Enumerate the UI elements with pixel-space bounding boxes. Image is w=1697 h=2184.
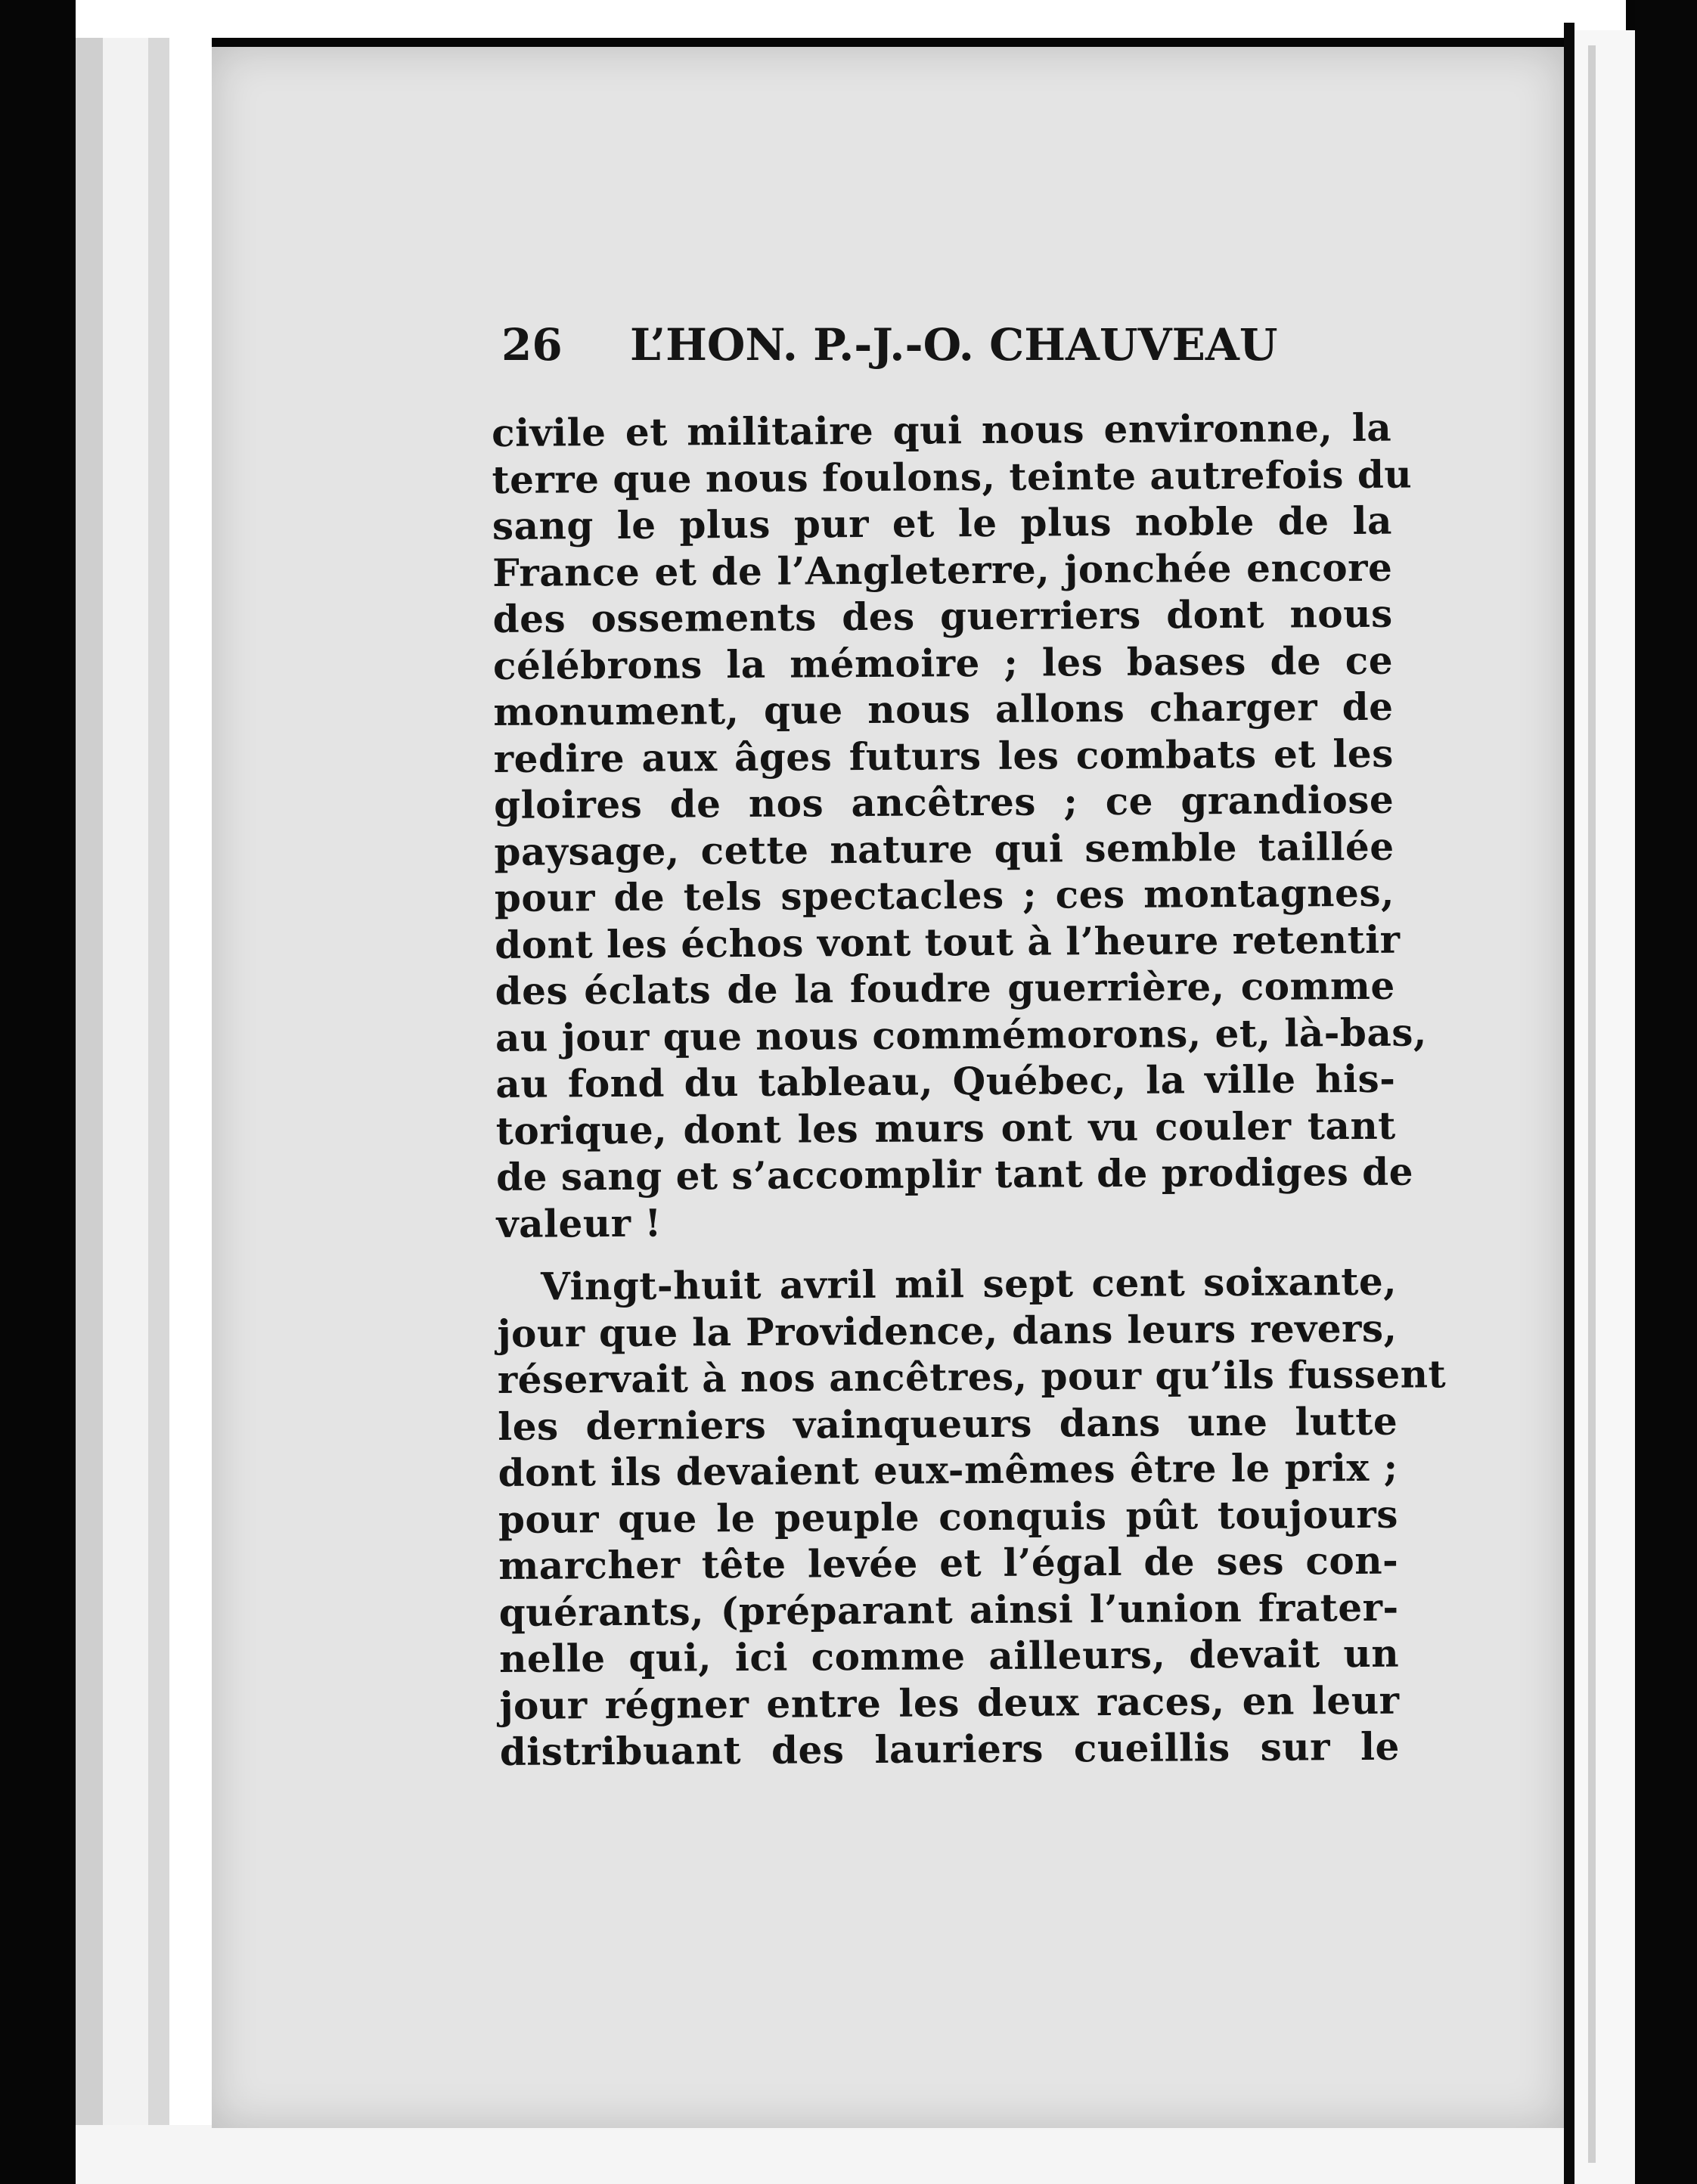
text-line: dont ils devaient eux-mêmes être le prix ; — [498, 1444, 1398, 1495]
text-line: au fond du tableau, Québec, la ville his- — [495, 1056, 1396, 1106]
page-edge-strip — [103, 0, 148, 2184]
text-line: nelle qui, ici comme ailleurs, devait un — [498, 1630, 1400, 1681]
text-line: Vingt-huit avril mil sept cent soixante, — [540, 1258, 1398, 1309]
text-line: au jour que nous commémorons, et, là-bas, — [495, 1009, 1428, 1060]
text-line: torique, dont les murs ont vu couler tant — [495, 1103, 1396, 1153]
text-line: des éclats de la foudre guerrière, comme — [495, 963, 1395, 1013]
body-text — [492, 405, 1447, 1776]
page-edge-top — [76, 0, 1626, 38]
text-line: valeur ! — [496, 1200, 662, 1246]
text-line: de sang et s’accomplir tant de prodiges de — [496, 1149, 1414, 1199]
text-line: redire aux âges futurs les combats et les — [493, 731, 1394, 781]
text-line: célébrons la mémoire ; les bases de ce — [492, 638, 1394, 688]
text-line: gloires de nos ancêtres ; ce grandiose — [494, 777, 1395, 827]
paragraph — [497, 1258, 1447, 1776]
text-line: quérants, (préparant ainsi l’union frater- — [498, 1584, 1399, 1635]
binding-rule — [1564, 23, 1574, 2184]
paragraph — [492, 405, 1428, 1247]
text-line: pour de tels spectacles ; ces montagnes, — [494, 870, 1395, 920]
text-line: jour régner entre les deux races, en leur — [499, 1677, 1400, 1728]
facing-page-edge-shadow — [1588, 45, 1596, 2163]
scan-border — [1635, 0, 1697, 2184]
text-line: terre que nous foulons, teinte autrefois du — [492, 451, 1413, 502]
text-line: monument, que nous allons charger de — [493, 684, 1394, 734]
page-edge-bottom — [76, 2125, 1626, 2184]
text-line: sang le plus pur et le plus noble de la — [492, 498, 1393, 548]
text-line: des ossements des guerriers dont nous — [492, 591, 1393, 641]
page-header — [501, 319, 1278, 387]
text-line: distribuant des lauriers cueillis sur le — [499, 1723, 1400, 1774]
text-line: dont les échos vont tout à l’heure retentir — [495, 917, 1401, 967]
text-line: réservait à nos ancêtres, pour qu’ils fussent — [497, 1351, 1447, 1402]
facing-page-edge — [1574, 30, 1635, 2184]
book-page — [212, 47, 1564, 2128]
text-line: paysage, cette nature qui semble taillée — [494, 824, 1395, 874]
text-line: jour que la Providence, dans leurs revers, — [497, 1305, 1398, 1356]
text-line: pour que le peuple conquis pût toujours — [498, 1491, 1399, 1542]
page-edge-strip — [76, 0, 103, 2184]
text-line: civile et militaire qui nous environne, la — [492, 405, 1392, 455]
page-edge-strip — [169, 0, 212, 2184]
page-edge-strip — [148, 0, 169, 2184]
text-line: marcher tête levée et l’égal de ses con- — [498, 1537, 1399, 1588]
running-title: L’HON. P.-J.-O. CHAUVEAU — [630, 319, 1278, 371]
text-line: France et de l’Angleterre, jonchée encore — [492, 544, 1393, 595]
text-line: les derniers vainqueurs dans une lutte — [498, 1398, 1398, 1449]
page-number: 26 — [501, 319, 563, 371]
